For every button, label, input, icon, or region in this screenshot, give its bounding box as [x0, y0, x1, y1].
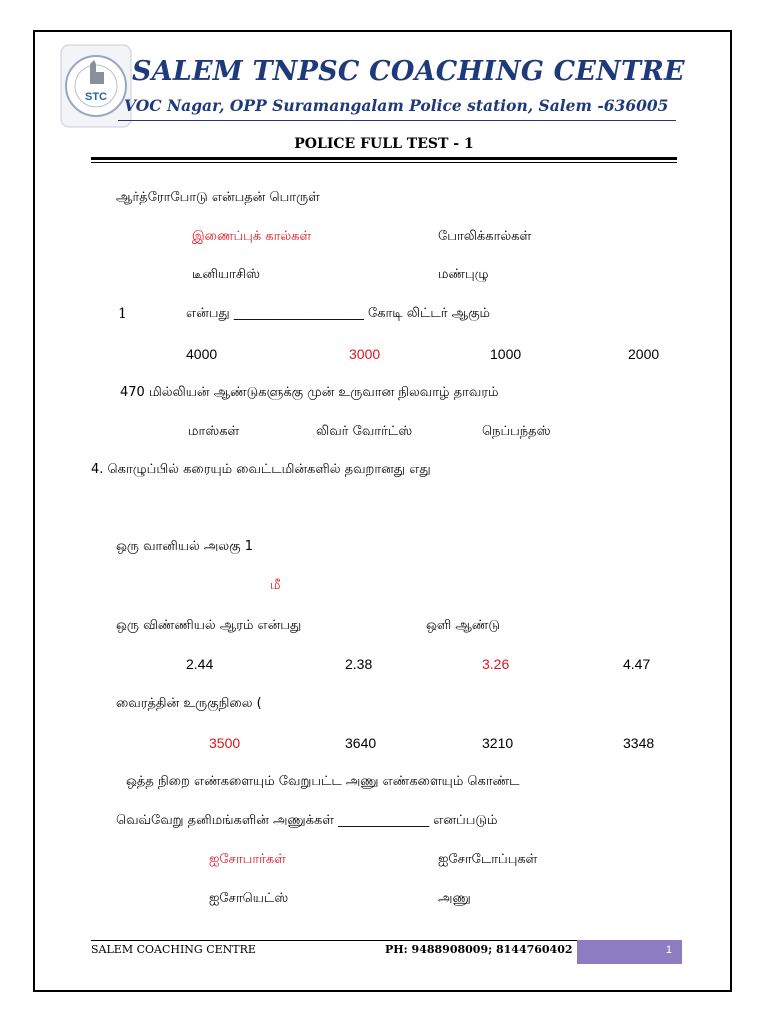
question-6-text: ஒரு விண்ணியல் ஆரம் என்பது	[116, 618, 302, 633]
question-6-suffix: ஒளி ஆண்டு	[426, 618, 500, 633]
header-title: SALEM TNPSC COACHING CENTRE	[132, 56, 685, 87]
q2-option-c: 1000	[490, 346, 522, 362]
q1-option-c: டீனியாசிஸ்	[192, 267, 260, 282]
q2-option-d: 2000	[628, 346, 660, 362]
title-rule-thick	[91, 157, 677, 160]
question-3-text: 470 மில்லியன் ஆண்டுகளுக்கு முன் உருவான நிலவாழ் தாவரம்	[120, 385, 499, 400]
q7-option-b: 3640	[345, 735, 377, 751]
q3-option-a: மாஸ்கள்	[188, 424, 240, 439]
header-divider	[118, 120, 676, 121]
q8-option-b: ஐசோடோப்புகள்	[438, 852, 538, 867]
q6-option-d: 4.47	[623, 656, 651, 672]
question-4-text: 4. கொழுப்பில் கரையும் வைட்டமின்களில் தவறானது எது	[91, 462, 431, 477]
q1-option-a: இணைப்புக் கால்கள்	[192, 229, 312, 244]
q7-option-d: 3348	[623, 735, 655, 751]
question-7-text: வைரத்தின் உருகுநிலை (	[116, 696, 262, 711]
question-8-text-line2: வெவ்வேறு தனிமங்களின் அணுக்கள் ______________ எனப்படும்	[116, 813, 498, 828]
q6-option-c: 3.26	[482, 656, 510, 672]
q8-option-c: ஐசோயெட்ஸ்	[209, 891, 289, 906]
q1-option-b: போலிக்கால்கள்	[438, 229, 532, 244]
page-number: 1	[665, 944, 672, 956]
q1-option-d: மண்புழு	[438, 267, 489, 282]
q2-option-a: 4000	[186, 346, 218, 362]
question-8-text: ஒத்த நிறை எண்களையும் வேறுபட்ட அணு எண்களையும் கொண்ட	[126, 774, 520, 789]
stc-logo	[60, 44, 132, 128]
svg-text:STC: STC	[85, 91, 107, 103]
q3-option-c: நெப்பந்தஸ்	[482, 424, 551, 439]
question-2-number: 1	[118, 306, 127, 322]
footer-centre-name: SALEM COACHING CENTRE	[91, 943, 256, 956]
q7-option-a: 3500	[209, 735, 241, 751]
q7-option-c: 3210	[482, 735, 514, 751]
q8-option-a: ஐசோபார்கள்	[209, 852, 286, 867]
question-5-text: ஒரு வானியல் அலகு 1	[116, 539, 254, 554]
footer-phone: PH: 9488908009; 8144760402	[385, 943, 573, 956]
q6-option-b: 2.38	[345, 656, 373, 672]
q6-option-a: 2.44	[186, 656, 214, 672]
question-1-text: ஆர்த்ரோபோடு என்பதன் பொருள்	[116, 190, 320, 205]
test-title: POLICE FULL TEST - 1	[294, 136, 474, 152]
q8-option-d: அணு	[438, 891, 471, 906]
question-2-text: என்பது ____________________ கோடி லிட்டர் ஆகும்	[186, 306, 491, 321]
q5-answer: மீ	[270, 578, 281, 593]
title-rule-thin	[91, 162, 677, 163]
header-address: VOC Nagar, OPP Suramangalam Police station, Salem -636005	[124, 96, 669, 115]
page-border	[33, 30, 732, 992]
q2-option-b: 3000	[349, 346, 381, 362]
footer-page-box	[577, 940, 682, 964]
q3-option-b: லிவர் வோர்ட்ஸ்	[316, 424, 413, 439]
